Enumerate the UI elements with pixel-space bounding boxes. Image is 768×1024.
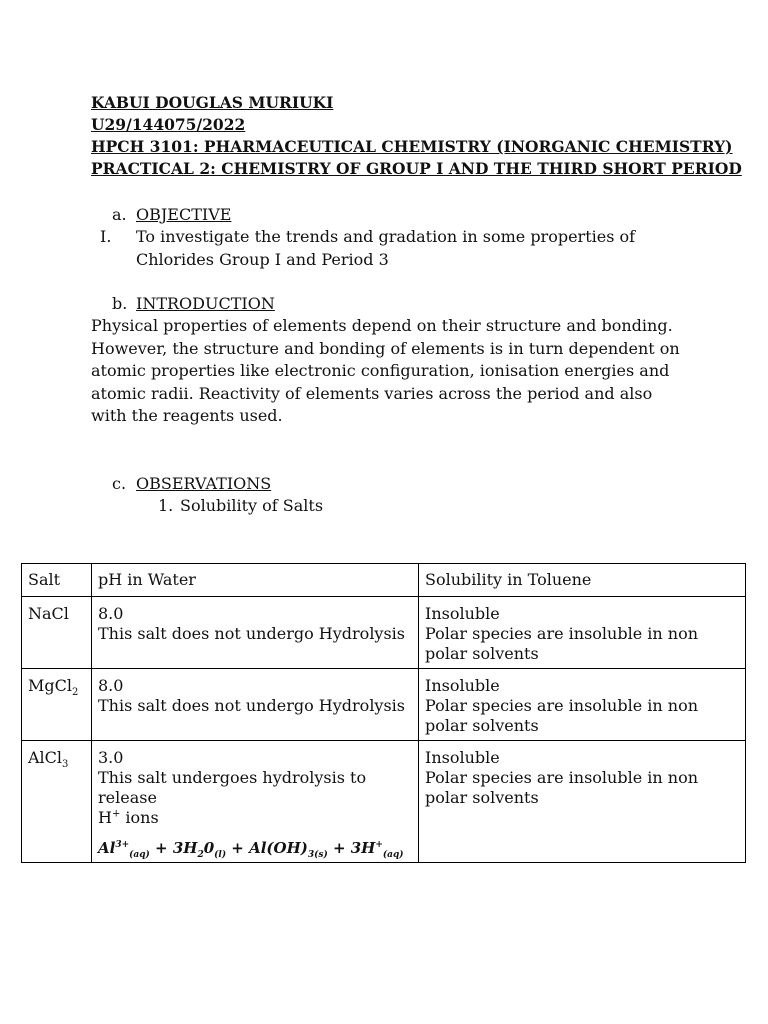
- introduction-paragraph: Physical properties of elements depend on their structure and bonding. However, the structure and bonding of elements is in turn dependent on atomic properties like electronic configuration, ionisation energies and atomic radii. Reactivity of elements varies across the period and also with the reagents used.: [91, 316, 680, 425]
- salt-cell: [22, 597, 92, 669]
- ph-value: 8.0: [98, 676, 124, 695]
- observations-heading: [112, 473, 271, 495]
- document-header: [91, 92, 742, 180]
- salt-name: NaCl: [28, 604, 69, 623]
- solubility-value: Insoluble: [425, 748, 500, 767]
- objective-title: OBJECTIVE: [136, 205, 232, 224]
- student-name: KABUI DOUGLAS MURIUKI: [91, 93, 334, 112]
- ph-note-ions: [98, 808, 412, 828]
- salt-name: MgCl: [28, 676, 72, 695]
- header-cell-ph: pH in Water: [92, 564, 419, 597]
- eq-oxygen: 0: [203, 839, 215, 857]
- header-cell-solubility: Solubility in Toluene: [419, 564, 746, 597]
- observations-title: OBSERVATIONS: [136, 474, 272, 493]
- solubility-value: Insoluble: [425, 676, 500, 695]
- introduction-title: INTRODUCTION: [136, 294, 275, 313]
- eq-plus-water: + 3H: [149, 839, 198, 857]
- registration-number: U29/144075/2022: [91, 115, 246, 134]
- ph-note: This salt does not undergo Hydrolysis: [98, 624, 406, 643]
- table-header-row: [22, 564, 746, 597]
- eq-al-charge: 3+: [115, 840, 130, 850]
- solubility-note: Polar species are insoluble in non polar solvents: [425, 768, 698, 807]
- course-title: HPCH 3101: PHARMACEUTICAL CHEMISTRY (INORGANIC CHEMISTRY): [91, 137, 733, 156]
- eq-h-state: (aq): [382, 850, 404, 860]
- objective-item-number: I.: [100, 227, 112, 246]
- solubility-cell: [419, 741, 746, 863]
- solubility-value: Insoluble: [425, 604, 500, 623]
- ph-cell: [92, 597, 419, 669]
- introduction-heading: [112, 293, 275, 315]
- ph-cell: [92, 669, 419, 741]
- ion-suffix: ions: [120, 808, 159, 827]
- solubility-note: Polar species are insoluble in non polar solvents: [425, 624, 698, 663]
- ion-charge: +: [111, 808, 121, 820]
- header-cell-salt: Salt: [22, 564, 92, 597]
- salt-cell: [22, 741, 92, 863]
- eq-plus-h: + 3H: [327, 839, 376, 857]
- table-row: [22, 741, 746, 863]
- solubility-note: Polar species are insoluble in non polar solvents: [425, 696, 698, 735]
- eq-al-state: (aq): [129, 850, 150, 860]
- table-row: [22, 669, 746, 741]
- eq-al: Al: [98, 839, 116, 857]
- observations-item-text: Solubility of Salts: [180, 496, 324, 515]
- observations-letter: c.: [112, 474, 127, 493]
- salt-subscript: 3: [62, 759, 69, 771]
- table-row: [22, 597, 746, 669]
- salt-name: AlCl: [28, 748, 63, 767]
- observations-item: [158, 495, 323, 517]
- eq-hydroxide-sub: 3(s): [307, 850, 328, 860]
- objective-item-text: To investigate the trends and gradation in some properties of Chlorides Group I and Period 3: [136, 227, 636, 269]
- ion-symbol: H: [98, 808, 112, 827]
- salt-cell: [22, 669, 92, 741]
- eq-plus-hydroxide: + Al(OH): [226, 839, 308, 857]
- observations-item-number: 1.: [158, 496, 174, 515]
- salt-subscript: 2: [71, 687, 79, 699]
- objective-item: [100, 226, 690, 271]
- solubility-table: [21, 563, 746, 863]
- objective-heading: [112, 204, 231, 226]
- practical-title: PRACTICAL 2: CHEMISTRY OF GROUP I AND THE THIRD SHORT PERIOD: [91, 159, 742, 178]
- ph-note: This salt does not undergo Hydrolysis: [98, 696, 406, 715]
- eq-water-sub: 2: [197, 850, 204, 860]
- ph-cell: [92, 741, 419, 863]
- hydrolysis-equation: [98, 838, 412, 858]
- eq-h-charge: +: [375, 840, 383, 850]
- ph-note: This salt undergoes hydrolysis to release: [98, 768, 367, 807]
- objective-letter: a.: [112, 205, 127, 224]
- solubility-cell: [419, 597, 746, 669]
- ph-value: 3.0: [98, 748, 124, 767]
- ph-value: 8.0: [98, 604, 124, 623]
- introduction-letter: b.: [112, 294, 128, 313]
- solubility-cell: [419, 669, 746, 741]
- eq-water-state: (l): [214, 850, 227, 860]
